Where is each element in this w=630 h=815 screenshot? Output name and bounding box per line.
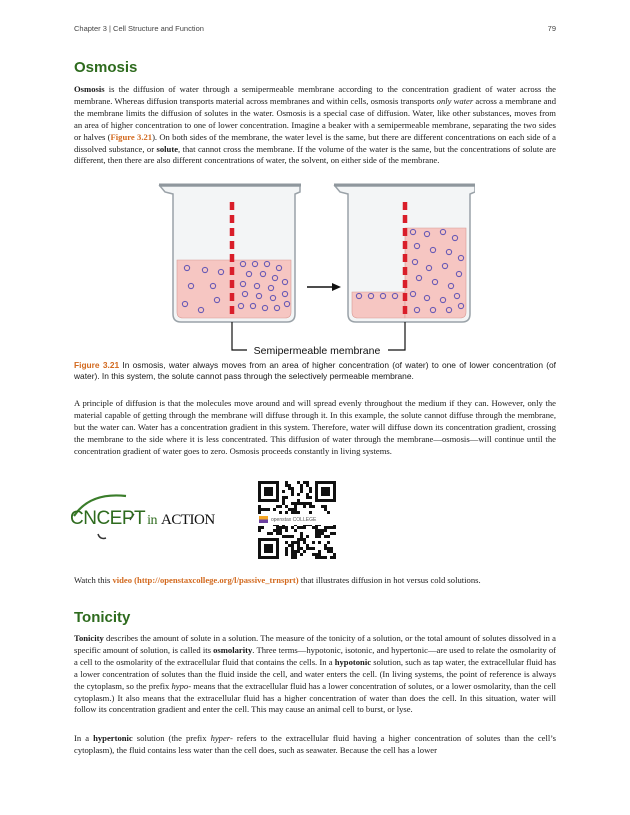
qr-module (333, 526, 336, 529)
qr-module (297, 526, 300, 529)
qr-module (285, 553, 288, 556)
qr-module (291, 556, 294, 559)
qr-module (294, 505, 297, 508)
qr-module (333, 553, 336, 556)
qr-module (291, 493, 294, 496)
qr-module (285, 541, 288, 544)
qr-module (324, 508, 327, 511)
qr-module (333, 532, 336, 535)
qr-module (282, 526, 285, 529)
qr-module (309, 547, 312, 550)
qr-module (279, 526, 282, 529)
tonicity-heading: Tonicity (74, 609, 131, 626)
qr-module (279, 532, 282, 535)
qr-module (303, 526, 306, 529)
page-number: 79 (547, 24, 556, 33)
text-run: Watch this (74, 575, 113, 585)
qr-module (279, 505, 282, 508)
qr-module (318, 532, 321, 535)
qr-module (318, 535, 321, 538)
qr-module (318, 541, 321, 544)
qr-module (276, 526, 279, 529)
qr-module (306, 496, 309, 499)
qr-module (303, 541, 306, 544)
qr-module (300, 484, 303, 487)
qr-module (297, 502, 300, 505)
qr-module (258, 508, 261, 511)
term-osmolarity: osmolarity (213, 644, 253, 655)
qr-module (330, 550, 333, 553)
qr-module (276, 532, 279, 535)
text-run: In a (74, 733, 94, 743)
qr-module (291, 526, 294, 529)
qr-module (312, 553, 315, 556)
qr-module (306, 484, 309, 487)
qr-module (285, 505, 288, 508)
tonicity-paragraph-1 (74, 633, 556, 716)
qr-code-block[interactable] (258, 481, 336, 559)
qr-module (291, 547, 294, 550)
qr-module (297, 544, 300, 547)
qr-module (282, 535, 285, 538)
qr-module (315, 532, 318, 535)
qr-module (291, 490, 294, 493)
osmosis-figure (155, 182, 475, 358)
openstax-swatch (259, 516, 268, 523)
qr-module (273, 508, 276, 511)
qr-module (306, 535, 309, 538)
qr-module (273, 529, 276, 532)
qr-module (306, 502, 309, 505)
figure-caption (74, 360, 556, 383)
qr-module (285, 547, 288, 550)
qr-module (294, 550, 297, 553)
qr-module (297, 547, 300, 550)
emphasis-hyper: hyper- (210, 733, 233, 743)
qr-module (294, 502, 297, 505)
qr-module (270, 532, 273, 535)
qr-module (321, 532, 324, 535)
qr-module (258, 526, 261, 529)
qr-finder-pattern (321, 487, 330, 496)
qr-module (330, 556, 333, 559)
qr-module (276, 529, 279, 532)
qr-module (300, 547, 303, 550)
caption-text: In osmosis, water always moves from an area of higher concentration (of water) to one of lower concentration (of water). In this system, the solute cannot pass through the selectively permeable membrane. (74, 360, 556, 382)
qr-module (303, 538, 306, 541)
qr-module (291, 502, 294, 505)
qr-module (297, 499, 300, 502)
qr-module (291, 550, 294, 553)
term-hypotonic: hypotonic (334, 656, 372, 667)
chapter-title: Chapter 3 | Cell Structure and Function (74, 24, 204, 33)
qr-module (300, 490, 303, 493)
qr-module (309, 490, 312, 493)
qr-module (279, 529, 282, 532)
qr-module (300, 502, 303, 505)
figure-link[interactable]: Figure 3.21 (110, 131, 153, 142)
qr-module (294, 529, 297, 532)
qr-module (300, 487, 303, 490)
qr-module (285, 550, 288, 553)
qr-module (267, 532, 270, 535)
text-run: refers to the extracellular fluid having a higher concentration of solutes than the cell’s cytoplasm), the fluid contains less water than the cell does, such as seawater. Because the cell has a lower (74, 733, 556, 755)
qr-module (321, 505, 324, 508)
qr-module (321, 529, 324, 532)
qr-module (327, 526, 330, 529)
qr-module (303, 505, 306, 508)
qr-module (330, 547, 333, 550)
text-run: . Three terms—hypotonic, isotonic, and hypertonic—are used to relate the osmolarity of a cell to the osmolarity of the extracellular fluid that contains the cells. In a (74, 644, 557, 667)
emphasis-only-water: only water (436, 95, 474, 106)
text-run: means that the extracellular fluid has a lower concentration of solutes, or a lower osmolarity, than the cell cytoplasm.) It also means that the extracellular fluid has a higher concentration of water than does the cell. In this situation, water will follow its concentration gradient and enter the cell. This may cause an animal cell to burst, or lyse. (74, 680, 556, 715)
qr-module (309, 502, 312, 505)
qr-module (312, 541, 315, 544)
qr-module (327, 547, 330, 550)
qr-module (315, 553, 318, 556)
membrane-label: Semipermeable membrane (253, 345, 381, 357)
logo-text (70, 508, 215, 530)
qr-module (300, 526, 303, 529)
qr-module (285, 529, 288, 532)
qr-module (282, 490, 285, 493)
qr-finder-pattern (264, 487, 273, 496)
qr-module (285, 481, 288, 484)
qr-module (306, 481, 309, 484)
qr-module (264, 508, 267, 511)
qr-module (285, 526, 288, 529)
qr-module (291, 487, 294, 490)
qr-module (324, 547, 327, 550)
qr-module (291, 544, 294, 547)
qr-module (309, 496, 312, 499)
qr-module (318, 529, 321, 532)
qr-module (288, 535, 291, 538)
openstax-band (258, 514, 336, 525)
qr-module (315, 556, 318, 559)
openstax-label: openstax COLLEGE (271, 516, 317, 523)
qr-module (288, 487, 291, 490)
arrow-right (307, 283, 341, 291)
qr-finder-pattern (264, 544, 273, 553)
term-tonicity: Tonicity (74, 633, 104, 643)
qr-module (285, 535, 288, 538)
osmosis-heading: Osmosis (74, 59, 138, 76)
text-run: solution (the prefix (132, 733, 211, 743)
qr-module (258, 529, 261, 532)
qr-module (297, 550, 300, 553)
qr-module (294, 553, 297, 556)
qr-module (282, 502, 285, 505)
qr-module (282, 496, 285, 499)
logo-c: C (70, 508, 84, 529)
text-run: describes the amount of solute in a solution. The measure of the tonicity of a solution, or the total amount of solutes dissolved in a specific amount of solution, is called its (74, 633, 556, 655)
text-run: ). On both sides of the membrane, the water level is the same, but there are different concentrations on each side of a dissolved substance, or (74, 131, 556, 154)
qr-module (294, 556, 297, 559)
qr-module (303, 502, 306, 505)
logo-in: in (147, 513, 158, 528)
running-header (74, 24, 556, 36)
osmosis-paragraph-1 (74, 84, 556, 167)
qr-module (330, 526, 333, 529)
qr-module (300, 535, 303, 538)
qr-module (297, 541, 300, 544)
emphasis-hypo: hypo- (171, 680, 192, 691)
logo-action: ACTION (161, 512, 215, 528)
qr-module (297, 538, 300, 541)
qr-module (291, 508, 294, 511)
qr-module (291, 535, 294, 538)
qr-module (324, 526, 327, 529)
qr-module (306, 544, 309, 547)
qr-module (309, 487, 312, 490)
term-solute: solute (156, 143, 179, 154)
qr-module (285, 496, 288, 499)
qr-module (297, 481, 300, 484)
qr-module (315, 526, 318, 529)
osmosis-paragraph-2: A principle of diffusion is that the molecules move around and will spread evenly throughout the medium if they can. However, only the material capable of getting through the membrane will diffuse through it. In this example, the solute cannot diffuse through the membrane, but the water can. Water has a concentration gradient in this system. Therefore, water will diffuse down its concentration gradient, crossing the membrane to the side where it is less concentrated. This diffusion of water through the membrane—osmosis—will continue until the concentration gradient of water goes to zero. Osmosis proceeds constantly in living systems. (74, 398, 556, 456)
qr-module (297, 493, 300, 496)
qr-module (300, 538, 303, 541)
caption-label: Figure 3.21 (74, 360, 120, 370)
qr-module (333, 556, 336, 559)
text-run: , that cannot cross the membrane. If the volume of the water is the same, but the concentrations of solute are different, then there are also different concentrations of water, the solvent, on either side of the membrane. (74, 143, 556, 166)
qr-module (267, 508, 270, 511)
qr-module (300, 532, 303, 535)
qr-module (312, 547, 315, 550)
qr-module (324, 535, 327, 538)
text-run: solution, such as tap water, the extracellular fluid has a lower concentration of solutes than the fluid inside the cell, and water enters the cell. (In living systems, the point of reference is always the cytoplasm, so the prefix (74, 656, 557, 691)
qr-module (303, 481, 306, 484)
qr-module (321, 556, 324, 559)
qr-module (288, 508, 291, 511)
qr-module (315, 535, 318, 538)
qr-module (309, 505, 312, 508)
qr-module (318, 553, 321, 556)
qr-module (324, 556, 327, 559)
text-run: is the diffusion of water through a semipermeable membrane according to the concentration gradient of water across the membrane. Whereas diffusion transports material across membranes and within cells, osmosis transports (74, 84, 556, 106)
concept-in-action-logo (70, 490, 245, 550)
qr-module (261, 508, 264, 511)
qr-module (327, 535, 330, 538)
qr-module (327, 550, 330, 553)
qr-module (258, 505, 261, 508)
term-hypertonic: hypertonic (93, 733, 133, 743)
logo-concept: NCEPT (83, 508, 146, 529)
qr-module (306, 547, 309, 550)
qr-module (285, 484, 288, 487)
text-run: across a membrane and the membrane limits the diffusion of solutes in the water. Osmosis is a special case of diffusion. Water, like other substances, moves from an area of higher concentration to one of lower concentration. Imagine a beaker with a semipermeable membrane, separating the two sides or halves ( (74, 95, 556, 142)
qr-module (300, 553, 303, 556)
qr-module (288, 484, 291, 487)
tonicity-paragraph-2 (74, 733, 556, 757)
text-run: that illustrates diffusion in hot versus cold solutions. (298, 575, 481, 585)
qr-module (276, 505, 279, 508)
qr-module (324, 505, 327, 508)
qr-module (312, 505, 315, 508)
qr-module (327, 541, 330, 544)
qr-module (318, 550, 321, 553)
qr-module (324, 529, 327, 532)
qr-module (324, 544, 327, 547)
watch-video-line (74, 575, 556, 587)
qr-module (330, 532, 333, 535)
qr-module (288, 544, 291, 547)
qr-module (261, 526, 264, 529)
qr-module (303, 550, 306, 553)
qr-module (294, 508, 297, 511)
qr-module (318, 556, 321, 559)
qr-module (312, 526, 315, 529)
qr-module (306, 493, 309, 496)
qr-module (315, 529, 318, 532)
video-link[interactable]: video (http://openstaxcollege.org/l/passive_trnsprt) (112, 575, 299, 585)
term-osmosis: Osmosis (74, 84, 105, 94)
qr-module (294, 541, 297, 544)
qr-module (291, 553, 294, 556)
qr-module (291, 541, 294, 544)
qr-module (282, 499, 285, 502)
